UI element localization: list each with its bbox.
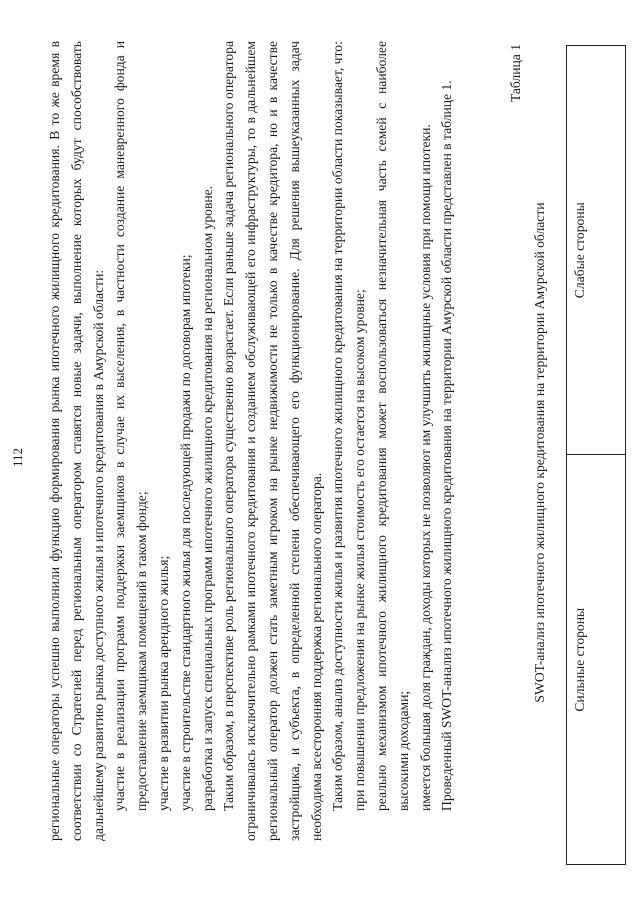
table-header-row <box>567 46 626 865</box>
paragraph-intro: региональные операторы успешно выполнили функцию формирования рынка ипотечного жилищного кредитования. В то же время в соответствии со Стратегией перед региональным оператором ставятся новые задачи, выполнение которых будут способствовать дальнейшему развитию рынка доступного жилья и ипотечного кредитования в Амурской области: <box>47 41 106 841</box>
header-weaknesses: Слабые стороны <box>567 46 626 456</box>
list-item: участие в строительстве стандартного жилья для последующей продажи по договорам ипотеки; <box>177 254 193 811</box>
paragraph-analysis: Таким образом, анализ доступности жилья и развития ипотечного жилищного кредитования на территории области показывает, что: <box>330 41 346 811</box>
paragraph-conclusion: Таким образом, в перспективе роль регионального оператора существенно возрастает. Если раньше задача регионального оператора ограничивалась исключительно рамками ипотечного кредитования и созданием обслуживающей его инфраструктуры, то в дальнейшем региональный оператор должен стать заметным игроком на рынке недвижимости не только в качестве кредитора, но и в качестве застройщика, и субъекта, в определенной степени обеспечивающего его функционирование. Для решения вышеуказанных задач необходима всесторонняя поддержка регионального оператора. <box>221 41 324 841</box>
list-item: реально механизмом ипотечного жилищного кредитования может воспользоваться незначительная часть семей с наиболее высокими доходами; <box>373 41 411 811</box>
list-item: при повышении предложения на рынке жилья стоимость его остается на высоком уровне; <box>352 289 368 811</box>
document-body <box>44 41 458 841</box>
page-number: 112 <box>10 447 25 467</box>
table-caption: SWOT-анализ ипотечного жилищного кредитования на территории Амурской области <box>532 202 547 703</box>
list-item: имеется большая доля граждан, доходы которых не позволяют им улучшить жилищные условия при помощи ипотеки. <box>417 124 433 811</box>
swot-table <box>566 45 626 865</box>
list-item: разработка и запуск специальных программ ипотечного жилищного кредитования на региональном уровне. <box>199 185 215 811</box>
list-item: участие в реализации программ поддержки заемщиков в случае их выселения, в частности создание маневренного фонда и предоставление заемщикам помещений в таком фонде; <box>112 41 150 811</box>
paragraph-swot-intro: Проведенный SWOT-анализ ипотечного жилищного кредитования на территории Амурской области представлен в таблице 1. <box>439 80 455 811</box>
table-label: Таблица 1 <box>508 44 523 103</box>
header-strengths: Сильные стороны <box>567 455 626 865</box>
list-item: участие в развитии рынка арендного жилья; <box>155 555 171 811</box>
